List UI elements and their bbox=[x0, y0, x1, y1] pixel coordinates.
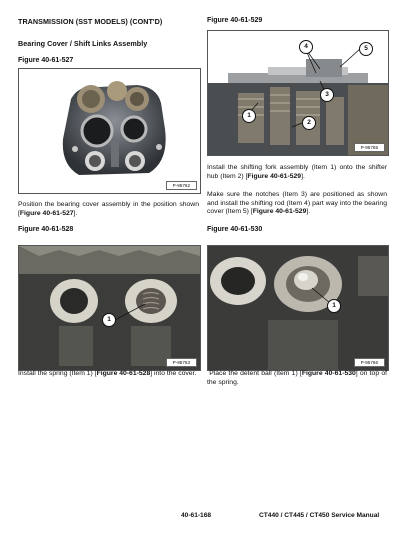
callout-3: 3 bbox=[320, 88, 334, 102]
step-text-install-fork bbox=[207, 164, 387, 181]
subsection-title: Bearing Cover / Shift Links Assembly bbox=[18, 39, 148, 48]
step-text: Position the bearing cover assembly in the position shown [ bbox=[18, 201, 199, 217]
callout-1: 1 bbox=[327, 299, 341, 313]
photo-code: P-95762 bbox=[166, 181, 197, 190]
figure-label-528: Figure 40-61-528 bbox=[18, 226, 74, 233]
photo-code: P-95765 bbox=[354, 143, 385, 152]
detent-ball-illustration bbox=[208, 246, 388, 370]
figure-reference: Figure 40-61-527 bbox=[19, 209, 74, 217]
figure-label-527: Figure 40-61-527 bbox=[18, 57, 74, 64]
figure-reference: Figure 40-61-529 bbox=[252, 208, 307, 216]
figure-529-photo bbox=[207, 30, 389, 156]
manual-title: CT440 / CT445 / CT450 Service Manual bbox=[259, 512, 380, 519]
bearing-cover-illustration bbox=[19, 69, 200, 193]
callout-5: 5 bbox=[359, 42, 373, 56]
callout-2: 2 bbox=[302, 116, 316, 130]
figure-530-photo bbox=[207, 245, 389, 371]
step-text-end: ]. bbox=[73, 209, 78, 217]
step-text: Place the detent ball (Item 1) [ bbox=[209, 370, 302, 377]
step-text-position-cover bbox=[18, 201, 199, 218]
callout-1: 1 bbox=[102, 313, 116, 327]
figure-reference: Figure 40-61-530 bbox=[301, 370, 356, 377]
figure-label-529: Figure 40-61-529 bbox=[207, 17, 263, 24]
section-title: TRANSMISSION (SST MODELS) (CONT'D) bbox=[18, 17, 163, 26]
step-text-install-spring bbox=[18, 370, 199, 379]
spring-illustration bbox=[19, 246, 200, 370]
step-text: Make sure the notches (Item 3) are positioned as shown and install the shifting rod (Item 4) part way into the bearing cover (Item 5) [ bbox=[207, 191, 387, 216]
step-text-end: ]. bbox=[301, 172, 305, 180]
figure-reference: Figure 40-61-529 bbox=[247, 172, 302, 180]
photo-code: P-95763 bbox=[166, 358, 197, 367]
step-text: Install the spring (Item 1) [ bbox=[18, 370, 97, 377]
photo-code: P-95766 bbox=[354, 358, 385, 367]
callout-4: 4 bbox=[299, 40, 313, 54]
callout-1: 1 bbox=[242, 109, 256, 123]
step-text-install-rod bbox=[207, 191, 387, 217]
figure-527-photo bbox=[18, 68, 201, 194]
step-text-end: ]. bbox=[306, 208, 311, 216]
figure-reference: Figure 40-61-528 bbox=[96, 370, 151, 377]
figure-528-photo bbox=[18, 245, 201, 371]
step-text-place-ball bbox=[207, 370, 387, 387]
step-text-end: ] into the cover. bbox=[150, 370, 197, 377]
figure-label-530: Figure 40-61-530 bbox=[207, 226, 263, 233]
step-text-end: ] on top of the spring. bbox=[207, 370, 387, 386]
page-number: 40-61-168 bbox=[181, 512, 212, 519]
step-text: Install the shifting fork assembly (Item 1) onto the shifter hub (Item 2) [ bbox=[207, 164, 387, 180]
